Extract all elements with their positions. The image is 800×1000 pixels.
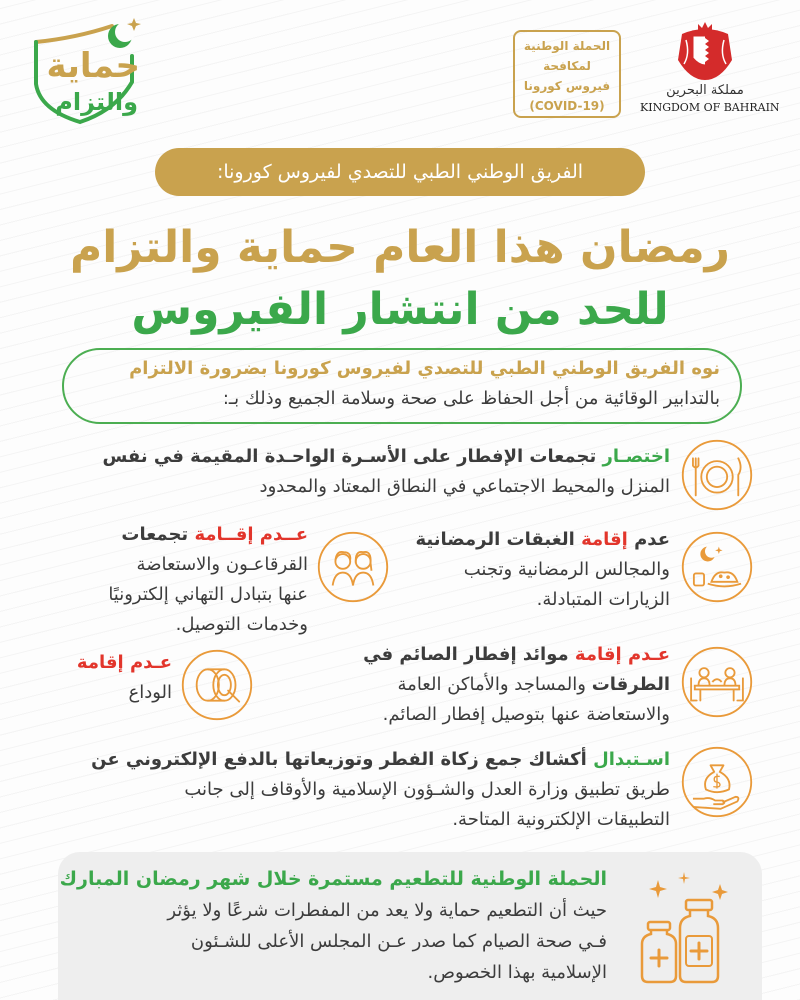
hand-money-bag-icon [680, 745, 754, 819]
campaign-badge-line: الحملة الوطنية [523, 39, 611, 53]
item-text: والمساجد والأماكن العامة [397, 674, 592, 695]
item-iftar-family [60, 442, 670, 502]
vaccination-heading: الحملة الوطنية للتطعيم مستمرة خلال شهر رمضان المبارك [59, 868, 607, 890]
item-text: الغبقات الرمضانية [415, 529, 582, 550]
vaccination-line: فـي صحة الصيام كما صدر عـن المجلس الأعلى للشـئون [190, 931, 607, 952]
item-line [40, 520, 308, 550]
main-subtitle: للحد من انتشار الفيروس [131, 284, 669, 335]
main-title: رمضان هذا العام حماية والتزام [69, 222, 731, 273]
item-lead: عدم [627, 529, 670, 550]
bahrain-emblem-icon [674, 20, 736, 82]
item-line: والمجالس الرمضانية وتجنب [463, 559, 670, 580]
item-line: طريق تطبيق وزارة العدل والشـؤون الإسلامية والأوقاف إلى جانب [184, 779, 670, 800]
item-line: التطبيقات الإلكترونية المتاحة. [452, 809, 670, 830]
item-bold-word: الطرقات [591, 674, 670, 695]
item-text: تجمعات [121, 524, 195, 545]
vaccine-bottles-icon [628, 870, 740, 988]
campaign-badge [513, 30, 621, 118]
drum-icon [180, 648, 254, 722]
item-highlight: إقامة [581, 529, 628, 550]
dining-table-icon [680, 645, 754, 719]
item-ghabqa [400, 525, 670, 615]
campaign-logo [16, 12, 148, 127]
item-line [55, 745, 670, 775]
item-line [60, 442, 670, 472]
item-line: والاستعاضة عنها بتوصيل إفطار الصائم. [382, 704, 670, 725]
vaccination-line: حيث أن التطعيم حماية ولا يعد من المفطرات شرعًا ولا يؤثر [167, 900, 607, 921]
item-iftar-tables [262, 640, 670, 730]
logo-word-protection: حماية [46, 46, 140, 86]
team-heading-pill: الفريق الوطني الطبي للتصدي لفيروس كورونا: [155, 148, 645, 196]
intro-line: بالتدابير الوقائية من أجل الحفاظ على صحة وسلامة الجميع وذلك بـ: [222, 388, 720, 409]
vaccination-line: الإسلامية بهذا الخصوص. [427, 962, 607, 983]
kingdom-name-english: KINGDOM OF BAHRAIN [640, 101, 780, 114]
campaign-badge-line: فيروس كورونا [523, 79, 611, 93]
dining-plate-icon [680, 438, 754, 512]
children-icon [316, 530, 390, 604]
kingdom-emblem [640, 20, 780, 124]
campaign-badge-line: لمكافحة [543, 59, 591, 73]
item-line: المنزل والمحيط الاجتماعي في النطاق المعتاد والمحدود [259, 476, 670, 497]
item-line: الزيارات المتبادلة. [536, 589, 670, 610]
item-text: أكشاك جمع زكاة الفطر وتوزيعاتها بالدفع الإلكتروني عن [91, 749, 594, 770]
item-line: وخدمات التوصيل. [175, 614, 308, 635]
campaign-badge-line: (COVID-19) [529, 99, 605, 113]
intro-text [80, 354, 720, 414]
intro-line: نوه الفريق الوطني الطبي للتصدي لفيروس كورونا بضرورة الالتزام [129, 358, 720, 379]
item-highlight: عــدم إقــامة [194, 524, 308, 545]
item-text: تجمعات الإفطار على الأسـرة الواحـدة المقيمة في نفس [102, 446, 603, 467]
item-line: عنها بتبادل التهاني إلكترونيًا [108, 584, 308, 605]
item-wada [40, 648, 172, 708]
item-highlight: عـدم إقامة [574, 644, 670, 665]
item-line: القرقاعـون والاستعاضة [136, 554, 308, 575]
vaccination-text [59, 864, 607, 988]
item-gergaoon [40, 520, 308, 640]
kingdom-name-arabic: مملكة البحرين [666, 83, 744, 98]
logo-word-commitment: والتزام [55, 88, 138, 116]
item-line: الوداع [128, 682, 172, 703]
item-zakat [55, 745, 670, 835]
item-text: موائد إفطار الصائم في [363, 644, 575, 665]
item-highlight: اسـتبدال [593, 749, 670, 770]
item-highlight: اختصـار [602, 446, 670, 467]
item-line [262, 670, 670, 700]
item-line [400, 525, 670, 555]
item-line [262, 640, 670, 670]
item-highlight: عـدم إقامة [76, 652, 172, 673]
crescent-food-icon [680, 530, 754, 604]
